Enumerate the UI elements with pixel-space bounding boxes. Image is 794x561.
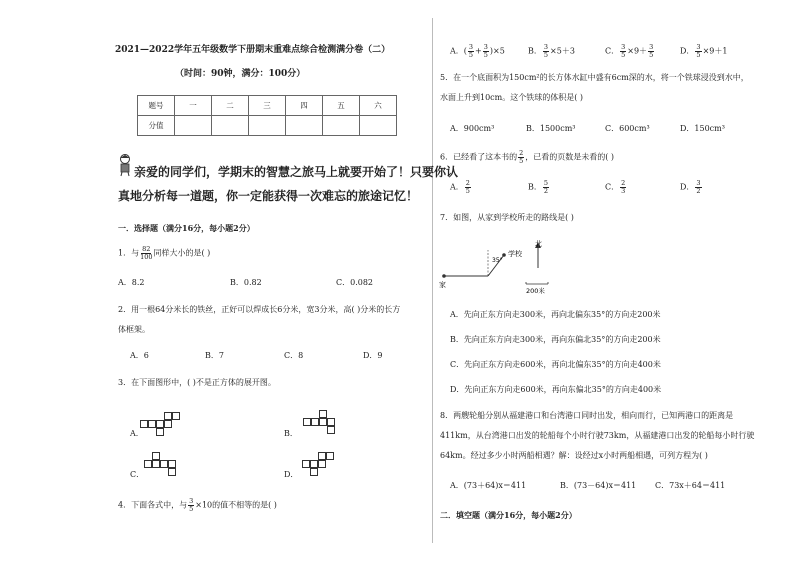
question-3: 3．在下面图形中，( )不是正方体的展开图。 <box>118 378 276 387</box>
q3-option-d[interactable]: D． <box>284 470 299 479</box>
q2-option-a[interactable]: A．6 <box>130 351 149 360</box>
scale-label: 200米 <box>526 287 545 295</box>
fraction <box>620 44 626 59</box>
page-title: 2021—2022学年五年级数学下册期末重难点综合检测满分卷（二） <box>115 45 391 55</box>
q6-prefix: 6．已经看了这本书的 <box>440 152 518 162</box>
den: 2 <box>543 187 549 195</box>
fraction <box>543 180 549 195</box>
q4-b-label: B． <box>528 46 542 56</box>
q1-option-c[interactable]: C．0.082 <box>336 278 374 287</box>
q6-option-a[interactable] <box>450 180 472 195</box>
question-2-line-1: 2．用一根64分米长的铁丝，正好可以焊成长6分米，宽3分米，高( )分米的长方 <box>118 305 401 314</box>
tail: ×5＋3 <box>550 46 575 56</box>
num: 3 <box>543 43 549 51</box>
den: 5 <box>543 51 549 59</box>
tail: ×9＋1 <box>702 46 728 56</box>
q3-option-a[interactable]: A． <box>130 429 144 438</box>
question-8-line-2: 411km，从台湾港口出发的轮船每个小时行驶73km，从福建港口出发的轮船每小时行驶 <box>440 431 755 440</box>
section-1-heading: 一．选择题（满分16分，每小题2分） <box>118 223 255 233</box>
q3-option-c[interactable]: C． <box>130 470 145 479</box>
q4-option-c[interactable] <box>605 44 655 59</box>
q6-suffix: ，已看的页数是未看的( ) <box>525 152 615 162</box>
score-table-header-row <box>138 96 397 116</box>
q2-option-d[interactable]: D．9 <box>363 351 383 360</box>
score-row-label: 分值 <box>138 116 175 136</box>
q5-option-a[interactable]: A．900cm³ <box>450 124 495 133</box>
fraction <box>695 44 701 59</box>
question-6 <box>440 150 614 165</box>
den: 2 <box>696 187 701 195</box>
den: 5 <box>483 51 488 59</box>
q6-option-d[interactable] <box>680 180 703 195</box>
q4-a-label: A．( <box>450 46 467 56</box>
question-8-line-3: 64km。经过多少小时两船相遇？解：设经过x小时两船相遇，可列方程为( ) <box>440 451 708 460</box>
q7-option-a[interactable]: A．先向正东方向走300米，再向北偏东35°的方向走200米 <box>450 310 661 319</box>
plus: + <box>475 46 482 56</box>
question-5-line-1: 5．在一个底面积为150cm²的长方体水缸中盛有6cm深的水，将一个铁球浸没到水中， <box>440 73 749 82</box>
question-2-line-2: 体框架。 <box>118 325 150 334</box>
q8-option-b[interactable]: B．(73－64)x＝411 <box>560 481 637 490</box>
angle-label: 35° <box>492 257 503 264</box>
num: 3 <box>468 43 474 51</box>
den: 5 <box>696 51 701 59</box>
q2-option-c[interactable]: C．8 <box>284 351 304 360</box>
fraction <box>518 150 524 165</box>
question-8-line-1: 8．两艘轮船分别从福建港口和台湾港口同时出发，相向而行，已知两港口的距离是 <box>440 411 734 420</box>
label: C． <box>605 182 620 192</box>
score-header-cell: 三 <box>249 96 286 116</box>
home-point <box>442 274 446 278</box>
q4-num: 3 <box>189 497 194 505</box>
route-diagram <box>436 234 566 298</box>
north-label: 北 <box>535 240 542 248</box>
q8-option-c[interactable]: C．73x＋64＝411 <box>655 481 726 490</box>
q1-option-a[interactable]: A．8.2 <box>118 278 145 287</box>
column-divider <box>432 18 433 543</box>
score-table-value-row <box>138 116 397 136</box>
q7-option-d[interactable]: D．先向正东方向走600米，再向东偏北35°的方向走400米 <box>450 385 662 394</box>
school-point <box>502 253 506 257</box>
num: 2 <box>621 179 626 187</box>
fraction <box>648 44 654 59</box>
fraction <box>188 498 194 513</box>
q7-option-c[interactable]: C．先向正东方向走600米，再向北偏东35°的方向走400米 <box>450 360 661 369</box>
label: B． <box>528 182 542 192</box>
score-cell[interactable] <box>323 116 360 136</box>
q4-prefix: 4．下面各式中，与 <box>118 500 188 510</box>
greeting-line-2: 真地分析每一道题，你一定能获得一次难忘的旅途记忆！ <box>118 189 419 203</box>
fraction <box>695 180 701 195</box>
q1-option-b[interactable]: B．0.82 <box>230 278 262 287</box>
page-subtitle: （时间：90钟，满分：100分） <box>175 69 306 79</box>
tail: )×5 <box>489 46 505 56</box>
greeting-line-1: 亲爱的同学们，学期末的智慧之旅马上就要开始了！只要你认 <box>134 165 459 179</box>
fraction <box>468 44 474 59</box>
q8-option-a[interactable]: A．(73＋64)x＝411 <box>450 481 527 490</box>
score-header-cell: 一 <box>175 96 212 116</box>
num: 3 <box>649 43 654 51</box>
home-label: 家 <box>439 281 446 289</box>
question-5-line-2: 水面上升到10cm。这个铁球的体积是( ) <box>440 93 584 102</box>
q4-option-a[interactable] <box>450 44 505 59</box>
num: 5 <box>543 179 549 187</box>
fraction <box>620 180 626 195</box>
score-header-cell: 二 <box>212 96 249 116</box>
q5-option-b[interactable]: B．1500cm³ <box>526 124 576 133</box>
q1-num: 82 <box>142 245 151 253</box>
cube-net-b <box>303 410 363 440</box>
den: 5 <box>468 51 474 59</box>
q5-option-c[interactable]: C．600cm³ <box>605 124 650 133</box>
q4-option-b[interactable] <box>528 44 575 59</box>
score-header-cell: 六 <box>360 96 397 116</box>
num: 2 <box>465 179 470 187</box>
den: 5 <box>465 187 470 195</box>
cube-net-c <box>144 452 204 482</box>
fraction <box>543 44 549 59</box>
q6-option-b[interactable] <box>528 180 550 195</box>
score-cell[interactable] <box>360 116 397 136</box>
question-1 <box>118 246 210 261</box>
q4-suffix: ×10的值不相等的是( ) <box>195 500 277 510</box>
score-cell[interactable] <box>212 116 249 136</box>
score-cell[interactable] <box>286 116 323 136</box>
q4-den: 5 <box>189 505 194 513</box>
score-header-cell: 五 <box>323 96 360 116</box>
mid: ×9＋ <box>627 46 648 56</box>
den: 5 <box>649 51 654 59</box>
question-4 <box>118 498 277 513</box>
den: 3 <box>621 187 626 195</box>
q6-option-c[interactable] <box>605 180 627 195</box>
den: 5 <box>519 157 524 165</box>
cube-net-d <box>302 452 362 482</box>
num: 3 <box>483 43 488 51</box>
score-header-cell: 题号 <box>138 96 175 116</box>
cube-net-a <box>140 412 200 442</box>
score-cell[interactable] <box>249 116 286 136</box>
fraction <box>140 246 152 261</box>
fraction <box>465 180 471 195</box>
q2-option-b[interactable]: B．7 <box>205 351 224 360</box>
label: A． <box>450 182 464 192</box>
score-cell[interactable] <box>175 116 212 136</box>
student-icon <box>116 153 134 177</box>
q4-c-label: C． <box>605 46 620 56</box>
score-table <box>137 95 397 136</box>
q1-den: 100 <box>140 253 153 261</box>
school-label: 学校 <box>508 250 522 258</box>
q4-option-d[interactable] <box>680 44 727 59</box>
q1-prefix: 1．与 <box>118 248 140 258</box>
num: 3 <box>696 43 701 51</box>
label: D． <box>680 182 695 192</box>
q7-option-b[interactable]: B．先向正东方向走300米，再向东偏北35°的方向走200米 <box>450 335 661 344</box>
den: 5 <box>621 51 626 59</box>
q4-d-label: D． <box>680 46 695 56</box>
question-7: 7．如图，从家到学校所走的路线是( ) <box>440 213 574 222</box>
score-header-cell: 四 <box>286 96 323 116</box>
q5-option-d[interactable]: D．150cm³ <box>680 124 725 133</box>
fraction <box>483 44 489 59</box>
num: 3 <box>621 43 626 51</box>
num: 2 <box>519 149 524 157</box>
num: 3 <box>696 179 701 187</box>
section-2-heading: 二．填空题（满分16分，每小题2分） <box>440 510 577 520</box>
q3-option-b[interactable]: B． <box>284 429 298 438</box>
q1-suffix: 同样大小的是( ) <box>153 248 211 258</box>
